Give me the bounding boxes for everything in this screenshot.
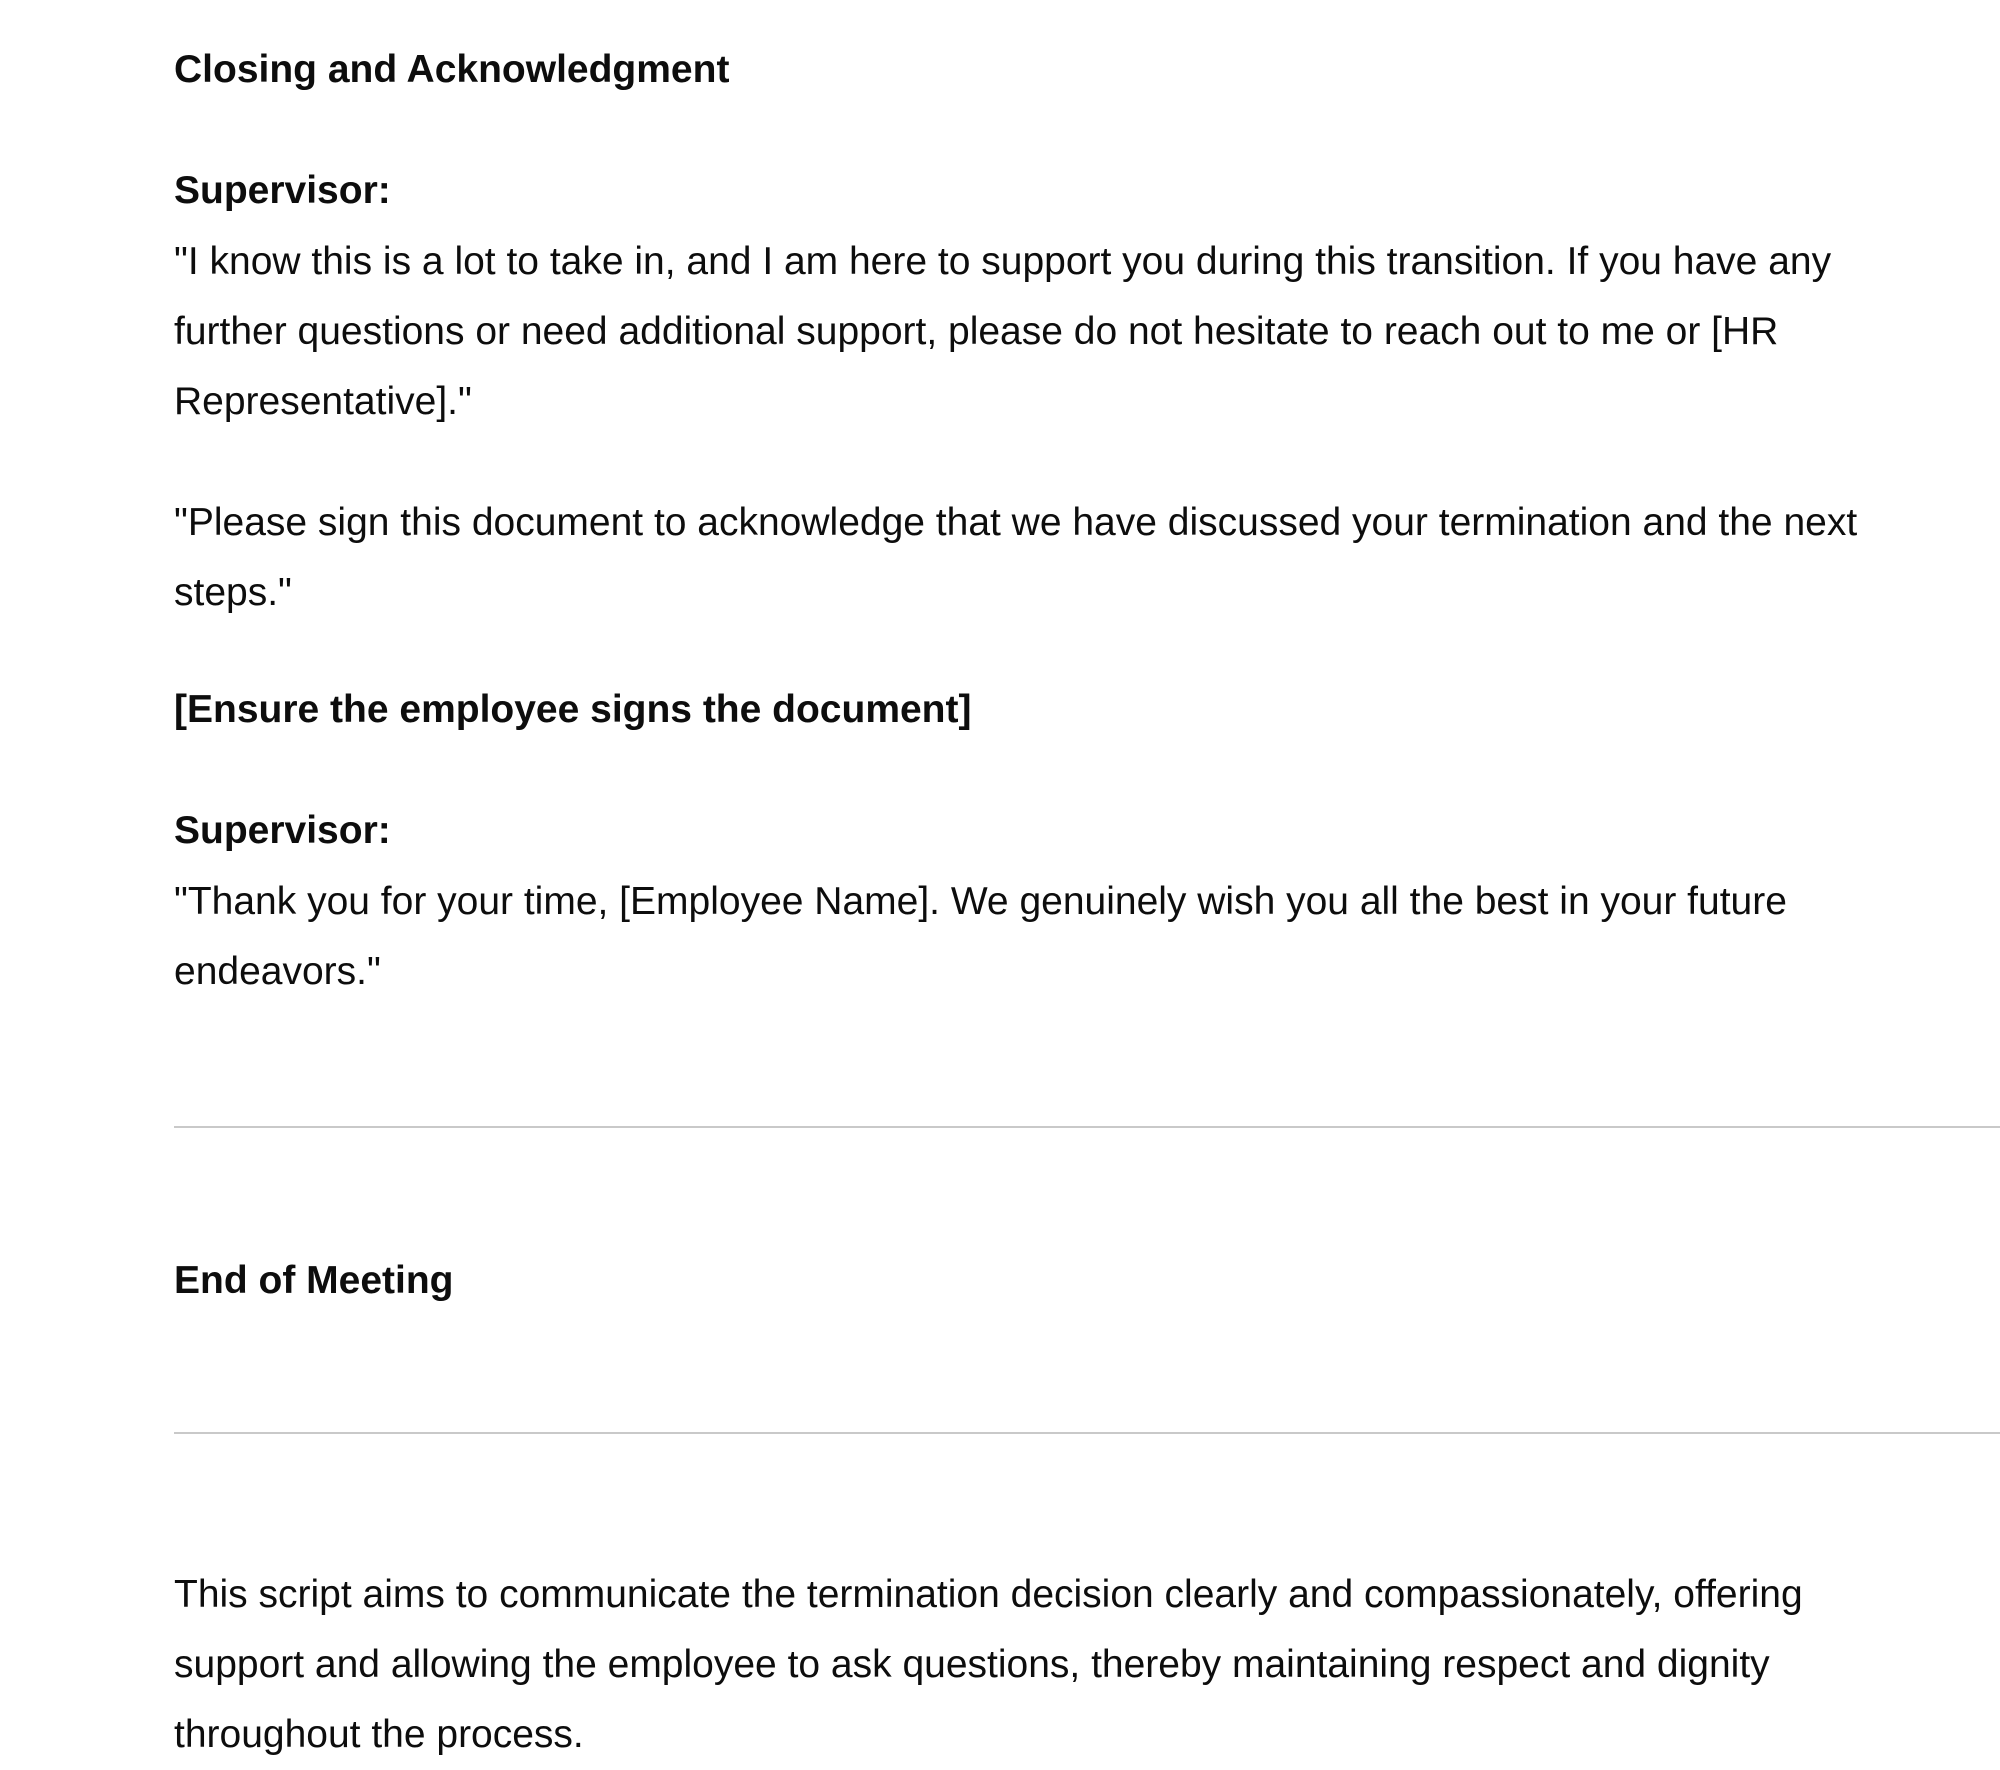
paragraph-line: steps." [174, 571, 292, 614]
paragraph-line: "Thank you for your time, [Employee Name]. We genuinely wish you all the best in your future [174, 880, 1787, 923]
end-of-meeting-heading: End of Meeting [174, 1259, 454, 1302]
horizontal-divider [174, 1126, 2000, 1128]
paragraph-line: throughout the process. [174, 1713, 584, 1756]
speaker-label: Supervisor: [174, 809, 391, 852]
supervisor-statement-paragraph [174, 227, 2000, 437]
paragraph-line: This script aims to communicate the termination decision clearly and compassionately, offering [174, 1573, 1803, 1616]
paragraph-line: Representative]." [174, 380, 472, 423]
instruction-heading: [Ensure the employee signs the document] [174, 688, 972, 731]
closing-statement-paragraph [174, 867, 2000, 1007]
paragraph-line: support and allowing the employee to ask questions, thereby maintaining respect and dignity [174, 1643, 1770, 1686]
section-title: Closing and Acknowledgment [174, 48, 730, 91]
speaker-label: Supervisor: [174, 169, 391, 212]
summary-paragraph [174, 1560, 2000, 1770]
sign-request-paragraph [174, 488, 2000, 628]
paragraph-line: further questions or need additional support, please do not hesitate to reach out to me or [HR [174, 310, 1779, 353]
horizontal-divider [174, 1432, 2000, 1434]
paragraph-line: "Please sign this document to acknowledge that we have discussed your termination and the next [174, 501, 1858, 544]
paragraph-line: endeavors." [174, 950, 381, 993]
paragraph-line: "I know this is a lot to take in, and I am here to support you during this transition. If you have any [174, 240, 1832, 283]
